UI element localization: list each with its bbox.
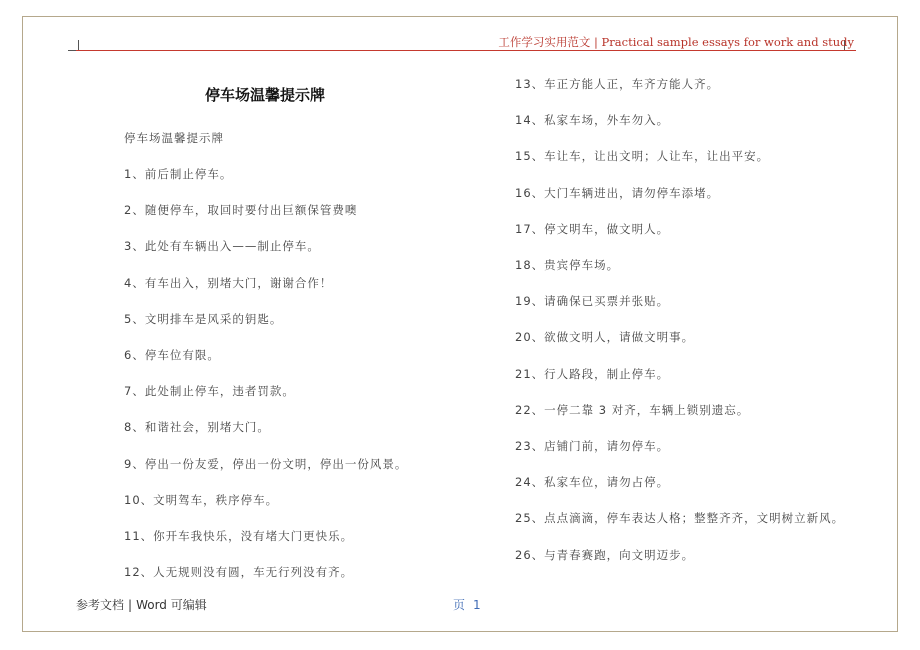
list-item: 13、车正方能人正，车齐方能人齐。 — [515, 77, 720, 91]
header-rule — [76, 50, 856, 51]
list-item: 26、与青春赛跑，向文明迈步。 — [515, 547, 695, 562]
list-item: 6、停车位有限。 — [124, 348, 220, 362]
list-item: 2、随便停车，取回时要付出巨额保管费噢 — [124, 203, 358, 218]
list-item: 11、你开车我快乐，没有堵大门更快乐。 — [124, 529, 354, 543]
footer-left — [76, 596, 207, 613]
list-item: 17、停文明车，做文明人。 — [515, 221, 670, 236]
page-number-value: 1 — [473, 598, 481, 612]
list-item: 18、贵宾停车场。 — [515, 258, 620, 272]
page-header: 工作学习实用范文 | Practical sample essays for work and study — [498, 35, 854, 49]
list-item: 19、请确保已买票并张贴。 — [515, 294, 670, 309]
footer-ref-doc: 参考文档 — [76, 598, 125, 612]
footer-separator: | — [128, 598, 133, 612]
list-item: 24、私家车位，请勿占停。 — [515, 475, 670, 490]
list-item: 3、此处有车辆出入——制止停车。 — [124, 239, 320, 254]
page-label: 页 — [453, 598, 466, 612]
list-item: 15、车让车，让出文明；人让车，让出平安。 — [515, 149, 770, 164]
document-subtitle: 停车场温馨提示牌 — [124, 131, 224, 145]
list-item: 12、人无规则没有圆，车无行列没有齐。 — [124, 565, 354, 580]
list-item: 20、欲做文明人，请做文明事。 — [515, 330, 695, 345]
list-item: 4、有车出入，别堵大门，谢谢合作！ — [124, 275, 333, 290]
list-item: 22、一停二靠 3 对齐，车辆上锁别遗忘。 — [515, 402, 750, 417]
footer-word-editable: Word 可编辑 — [136, 598, 207, 612]
list-item: 16、大门车辆进出，请勿停车添堵。 — [515, 185, 720, 200]
list-item: 9、停出一份友爱，停出一份文明，停出一份风景。 — [124, 456, 408, 471]
page-number — [453, 596, 481, 613]
list-item: 5、文明排车是风采的钥匙。 — [124, 311, 283, 326]
list-item: 8、和谐社会，别堵大门。 — [124, 420, 270, 435]
list-item: 25、点点滴滴，停车表达人格；整整齐齐，文明树立新风。 — [515, 511, 845, 526]
list-item: 1、前后制止停车。 — [124, 167, 233, 181]
document-title: 停车场温馨提示牌 — [204, 86, 325, 104]
list-item: 23、店铺门前，请勿停车。 — [515, 439, 670, 453]
list-item: 21、行人路段，制止停车。 — [515, 366, 670, 381]
list-item: 7、此处制止停车，违者罚款。 — [124, 384, 295, 399]
list-item: 10、文明驾车，秩序停车。 — [124, 492, 279, 507]
list-item: 14、私家车场，外车勿入。 — [515, 113, 670, 128]
